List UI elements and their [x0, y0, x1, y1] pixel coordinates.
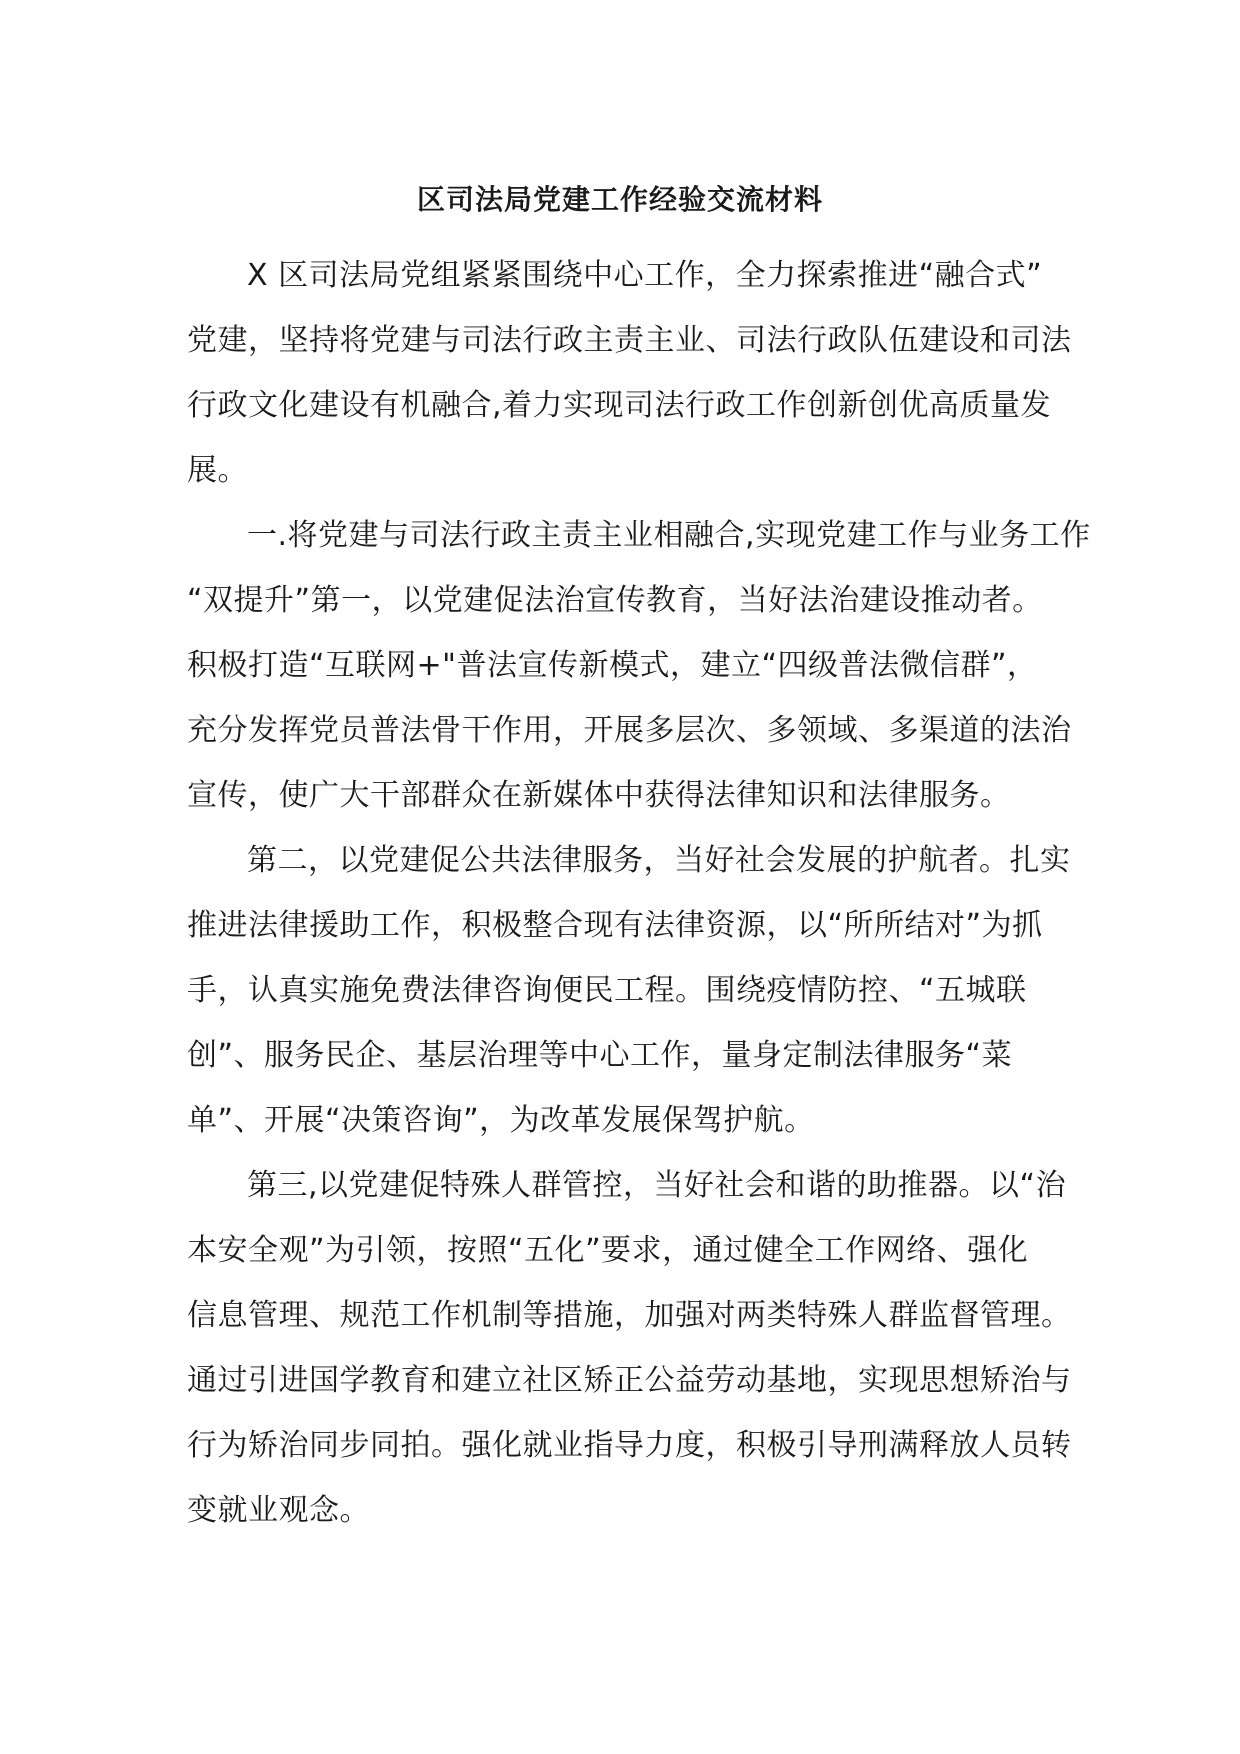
paragraph-intro — [187, 243, 1072, 503]
paragraph-line: 充分发挥党员普法骨干作用，开展多层次、多领域、多渠道的法治 — [187, 713, 1072, 748]
paragraph-section-3 — [187, 1153, 1072, 1543]
paragraph-line: 积极打造“互联网+"普法宣传新模式，建立“四级普法微信群”， — [187, 648, 1038, 683]
paragraph-line: 一.将党建与司法行政主责主业相融合,实现党建工作与业务工作 — [247, 518, 1091, 553]
paragraph-line: 第三,以党建促特殊人群管控，当好社会和谐的助推器。以“治 — [247, 1168, 1067, 1203]
paragraph-section-1 — [187, 503, 1091, 828]
paragraph-line: 手，认真实施免费法律咨询便民工程。围绕疫情防控、“五城联 — [187, 973, 1027, 1008]
paragraph-line: 行政文化建设有机融合,着力实现司法行政工作创新创优高质量发 — [187, 388, 1052, 423]
paragraph-line: 创”、服务民企、基层治理等中心工作，量身定制法律服务“菜 — [187, 1038, 1013, 1073]
paragraph-line: 信息管理、规范工作机制等措施，加强对两类特殊人群监督管理。 — [187, 1298, 1072, 1333]
paragraph-line: 本安全观”为引领，按照“五化”要求，通过健全工作网络、强化 — [187, 1233, 1029, 1268]
paragraph-line: X 区司法局党组紧紧围绕中心工作，全力探索推进“融合式” — [247, 258, 1043, 293]
paragraph-line: “双提升”第一，以党建促法治宣传教育，当好法治建设推动者。 — [187, 583, 1043, 618]
paragraph-section-2 — [187, 828, 1071, 1153]
paragraph-line: 党建，坚持将党建与司法行政主责主业、司法行政队伍建设和司法 — [187, 323, 1072, 358]
paragraph-line: 展。 — [187, 453, 248, 488]
paragraph-line: 第二，以党建促公共法律服务，当好社会发展的护航者。扎实 — [247, 843, 1071, 878]
paragraph-line: 宣传，使广大干部群众在新媒体中获得法律知识和法律服务。 — [187, 778, 1011, 813]
document-body — [187, 243, 1091, 1543]
paragraph-line: 通过引进国学教育和建立社区矫正公益劳动基地，实现思想矫治与 — [187, 1363, 1072, 1398]
paragraph-line: 推进法律援助工作，积极整合现有法律资源，以“所所结对”为抓 — [187, 908, 1043, 943]
paragraph-line: 行为矫治同步同拍。强化就业指导力度，积极引导刑满释放人员转 — [187, 1428, 1072, 1463]
paragraph-line: 变就业观念。 — [187, 1493, 370, 1528]
document-title: 区司法局党建工作经验交流材料 — [416, 183, 823, 216]
paragraph-line: 单”、开展“决策咨询”，为改革发展保驾护航。 — [187, 1103, 815, 1138]
